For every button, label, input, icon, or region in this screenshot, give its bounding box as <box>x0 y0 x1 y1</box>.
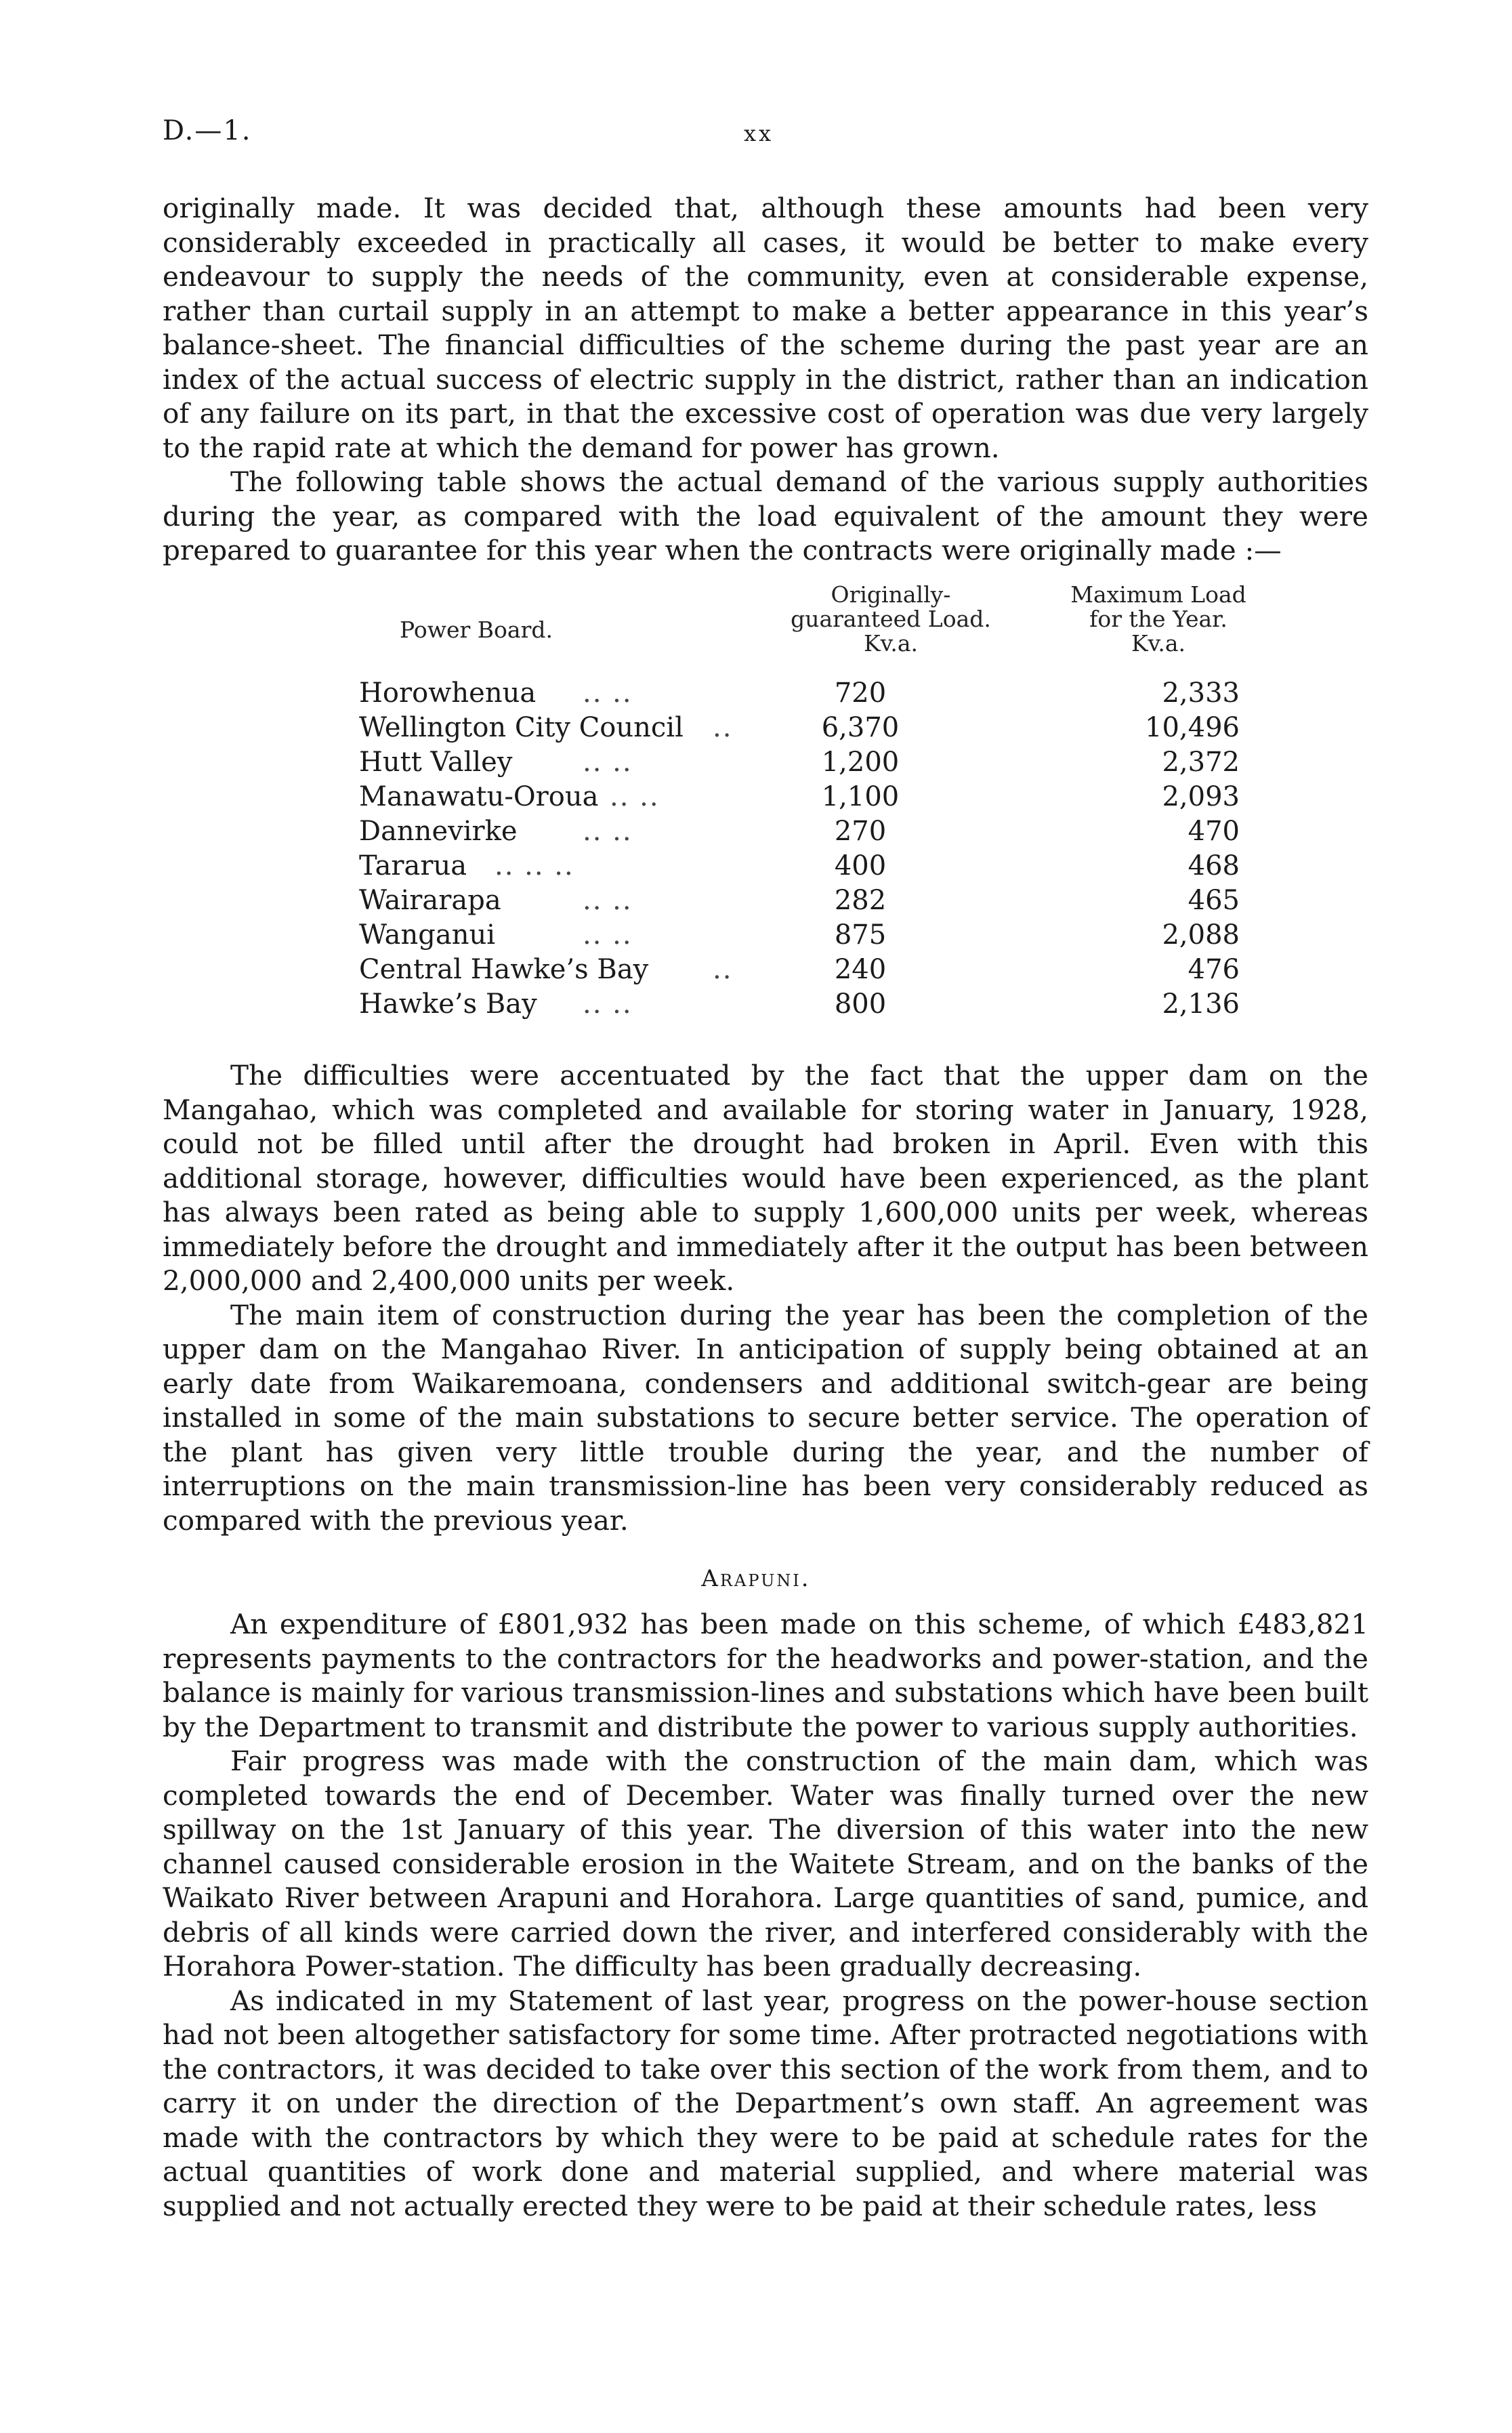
maximum-value: 2,136 <box>1162 989 1240 1020</box>
document-reference: D.—1. <box>163 115 252 146</box>
table-row <box>163 953 1368 987</box>
arapuni-text <box>163 1607 1368 2223</box>
board-name: Horowhenua <box>359 678 537 709</box>
maximum-value: 465 <box>1188 885 1240 916</box>
maximum-value: 2,088 <box>1162 919 1240 951</box>
leader-dots: .. .. <box>583 747 633 778</box>
guaranteed-header-line1: Originally- <box>831 581 951 608</box>
board-name: Hawke’s Bay <box>359 989 537 1020</box>
guaranteed-value: 1,100 <box>821 781 900 812</box>
board-name: Manawatu-Oroua <box>359 781 599 812</box>
guaranteed-value: 400 <box>834 850 887 881</box>
leader-dots: .. .. <box>583 678 633 709</box>
table-row <box>163 814 1368 849</box>
board-name: Wanganui <box>359 919 496 951</box>
column-header-power-board: Power Board. <box>400 617 553 643</box>
board-name: Dannevirke <box>359 816 518 847</box>
power-board-load-table <box>163 583 1368 1023</box>
paragraph-continuation: originally made. It was decided that, although these amounts had been very considerably exceeded in practically all cases, it would be better to make every endeavour to supply the needs of the community, even at considerable expense, rather than curtail supply in an attempt to make a better appearance in this year’s balance-sheet. The financial difficulties of the scheme during the past year are an index of the actual success of electric supply in the district, rather than an indication of any failure on its part, in that the excessive cost of operation was due very largely to the rapid rate at which the demand for power has grown. <box>163 192 1368 464</box>
intro-text <box>163 191 1368 568</box>
table-row <box>163 711 1368 745</box>
maximum-value: 476 <box>1188 954 1240 985</box>
maximum-value: 2,372 <box>1162 747 1240 778</box>
guaranteed-value: 270 <box>834 816 887 847</box>
maximum-value: 468 <box>1188 850 1240 881</box>
guaranteed-value: 1,200 <box>821 747 900 778</box>
leader-dots: .. .. <box>583 989 633 1020</box>
mangahao-text <box>163 1058 1368 1537</box>
guaranteed-value: 6,370 <box>821 712 900 743</box>
board-name: Tararua <box>359 850 467 881</box>
maximum-header-line1: Maximum Load <box>1070 581 1246 608</box>
paragraph-table-intro: The following table shows the actual demand of the various supply authorities during the year, as compared with the load equivalent of the amount they were prepared to guarantee for this year when the contracts were originally made :— <box>163 465 1368 566</box>
leader-dots: .. .. <box>583 885 633 916</box>
column-header-maximum-load <box>1003 583 1314 656</box>
page-number: xx <box>744 121 774 146</box>
leader-dots: .. .. <box>583 816 633 847</box>
guaranteed-header-line2: guaranteed Load. <box>791 606 991 632</box>
guaranteed-value: 720 <box>834 678 887 709</box>
leader-dots: .. .. <box>610 781 660 812</box>
table-body <box>163 676 1368 1022</box>
paragraph-main-dam: Fair progress was made with the construction of the main dam, which was completed towards the end of December. Water was finally turned over the new spillway on the 1st January of this year. The diversion of this water into the new channel caused considerable erosion in the Waitete Stream, and on the banks of the Waikato River between Arapuni and Horahora. Large quantities of sand, pumice, and debris of all kinds were carried down the river, and interfered considerably with the Horahora Power-station. The difficulty has been gradually decreasing. <box>163 1745 1368 1982</box>
table-row <box>163 676 1368 711</box>
board-name: Wellington City Council <box>359 712 684 743</box>
maximum-value: 10,496 <box>1145 712 1240 743</box>
leader-dots: .. <box>713 712 733 743</box>
column-header-guaranteed-load <box>745 583 1036 656</box>
guaranteed-value: 282 <box>834 885 887 916</box>
table-row <box>163 780 1368 814</box>
maximum-header-line2: for the Year. <box>1089 606 1227 632</box>
board-name: Wairarapa <box>359 885 501 916</box>
paragraph-power-house: As indicated in my Statement of last year, progress on the power-house section had not been altogether satisfactory for some time. After protracted negotiations with the contractors, it was decided to take over this section of the work from them, and to carry it on under the direction of the Department’s own staff. An agreement was made with the contractors by which they were to be paid at schedule rates for the actual quantities of work done and material supplied, and where material was supplied and not actually erected they were to be paid at their schedule rates, less <box>163 1984 1368 2222</box>
table-row <box>163 918 1368 953</box>
paragraph-expenditure: An expenditure of £801,932 has been made on this scheme, of which £483,821 represents payments to the contractors for the headworks and power-station, and the balance is mainly for various transmission-lines and substations which have been built by the Department to transmit and distribute the power to various supply authorities. <box>163 1608 1368 1743</box>
leader-dots: .. .. <box>583 919 633 951</box>
table-row <box>163 987 1368 1022</box>
table-row <box>163 883 1368 918</box>
maximum-value: 2,093 <box>1162 781 1240 812</box>
paragraph-construction: The main item of construction during the year has been the completion of the upper dam on the Mangahao River. In anticipation of supply being obtained at an early date from Waikaremoana, condensers and additional switch-gear are being installed in some of the main substations to secure better service. The operation of the plant has given very little trouble during the year, and the number of interruptions on the main transmission-line has been very considerably reduced as compared with the previous year. <box>163 1298 1368 1537</box>
guaranteed-header-unit: Kv.a. <box>863 630 919 657</box>
board-name: Hutt Valley <box>359 747 513 778</box>
section-heading-arapuni: Arapuni. <box>701 1565 811 1592</box>
guaranteed-value: 800 <box>834 989 887 1020</box>
table-row <box>163 745 1368 780</box>
guaranteed-value: 240 <box>834 954 887 985</box>
maximum-value: 470 <box>1188 816 1240 847</box>
board-name: Central Hawke’s Bay <box>359 954 649 985</box>
guaranteed-value: 875 <box>834 919 887 951</box>
paragraph-difficulties: The difficulties were accentuated by the fact that the upper dam on the Mangahao, which was completed and available for storing water in January, 1928, could not be filled until after the drought had broken in April. Even with this additional storage, however, difficulties would have been experienced, as the plant has always been rated as being able to supply 1,600,000 units per week, whereas immediately before the drought and immediately after it the output has been between 2,000,000 and 2,400,000 units per week. <box>163 1059 1368 1297</box>
leader-dots: .. <box>713 954 733 985</box>
maximum-header-unit: Kv.a. <box>1131 630 1186 657</box>
maximum-value: 2,333 <box>1162 678 1240 709</box>
table-row <box>163 849 1368 883</box>
leader-dots: .. .. .. <box>495 850 574 881</box>
